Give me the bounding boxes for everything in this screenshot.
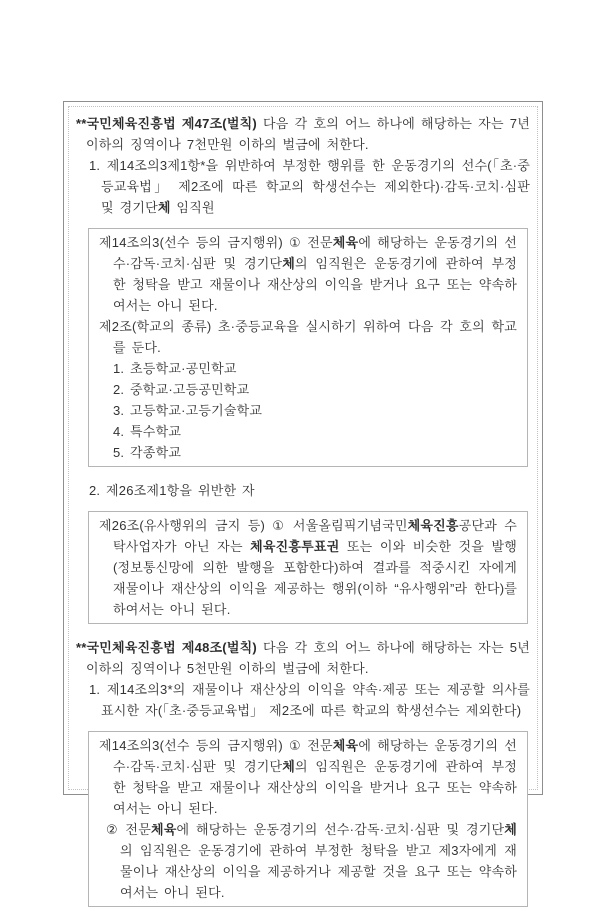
law-paragraph: 제2조(학교의 종류) 초·중등교육을 실시하기 위하여 다음 각 호의 학교를 둔다. bbox=[99, 319, 517, 355]
article48-heading: **국민체육진흥법 제48조(벌칙) 다음 각 호의 어느 하나에 해당하는 자는 5년 이하의 징역이나 5천만원 이하의 벌금에 처한다. bbox=[76, 640, 530, 676]
article47-item-1: 1. 제14조의3제1항*을 위반하여 부정한 행위를 한 운동경기의 선수(「초·중등교육법」 제2조에 따른 학교의 학생선수는 제외한다)·감독·코치·심판 및 경기단체 임직원 bbox=[89, 158, 530, 215]
law-quote-box-3 bbox=[88, 731, 528, 907]
article47-heading: **국민체육진흥법 제47조(벌칙) 다음 각 호의 어느 하나에 해당하는 자는 7년 이하의 징역이나 7천만원 이하의 벌금에 처한다. bbox=[76, 116, 530, 152]
law-quote-box-2 bbox=[88, 511, 528, 624]
document-content bbox=[64, 102, 542, 907]
law-paragraph: ② 전문체육에 해당하는 운동경기의 선수·감독·코치·심판 및 경기단체의 임직원은 운동경기에 관하여 부정한 청탁을 받고 제3자에게 재물이나 재산상의 이익을 제공하거나 제공할 것을 요구 또는 약속하여서는 아니 된다. bbox=[106, 822, 517, 900]
school-list-item: 1. 초등학교·공민학교 bbox=[113, 361, 237, 376]
page-border-frame bbox=[63, 101, 543, 900]
school-list-item: 3. 고등학교·고등기술학교 bbox=[113, 403, 263, 418]
article47-item-2: 2. 제26조제1항을 위반한 자 bbox=[89, 483, 255, 498]
law-paragraph: 제14조의3(선수 등의 금지행위) ① 전문체육에 해당하는 운동경기의 선수·감독·코치·심판 및 경기단체의 임직원은 운동경기에 관하여 부정한 청탁을 받고 재물이나 재산상의 이익을 받거나 요구 또는 약속하여서는 아니 된다. bbox=[99, 738, 517, 816]
school-list-item: 5. 각종학교 bbox=[113, 445, 182, 460]
article48-item-1: 1. 제14조의3*의 재물이나 재산상의 이익을 약속·제공 또는 제공할 의사를 표시한 자(「초·중등교육법」 제2조에 따른 학교의 학생선수는 제외한다) bbox=[89, 682, 530, 718]
school-list-item: 2. 중학교·고등공민학교 bbox=[113, 382, 250, 397]
law-quote-box-1 bbox=[88, 228, 528, 467]
law-paragraph: 제14조의3(선수 등의 금지행위) ① 전문체육에 해당하는 운동경기의 선수·감독·코치·심판 및 경기단체의 임직원은 운동경기에 관하여 부정한 청탁을 받고 재물이나 재산상의 이익을 받거나 요구 또는 약속하여서는 아니 된다. bbox=[99, 235, 517, 313]
law-paragraph: 제26조(유사행위의 금지 등) ① 서울올림픽기념국민체육진흥공단과 수탁사업자가 아닌 자는 체육진흥투표권 또는 이와 비슷한 것을 발행(정보통신망에 의한 발행을 포함한다)하여 결과를 적중시킨 자에게 재물이나 재산상의 이익을 제공하는 행위(이하 “유사행위”라 한다)를 하여서는 아니 된다. bbox=[99, 518, 517, 617]
school-list-item: 4. 특수학교 bbox=[113, 424, 182, 439]
